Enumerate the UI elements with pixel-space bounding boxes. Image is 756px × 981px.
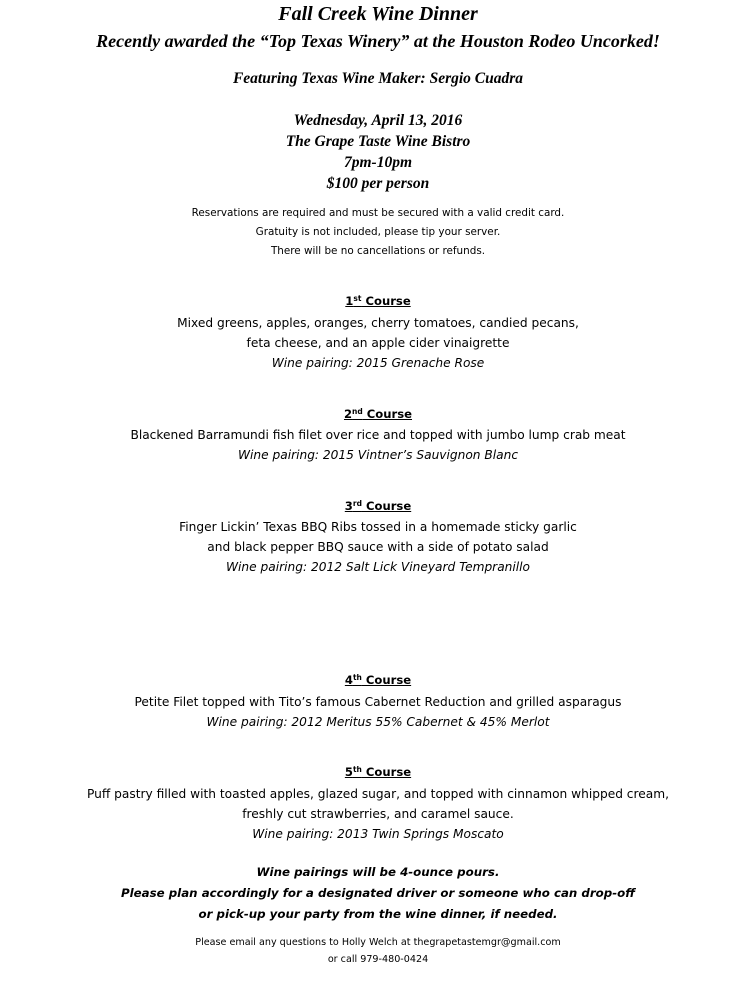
course-1-number: 1 — [345, 294, 354, 308]
contact-phone: or call 979-480-0424 — [327, 954, 429, 965]
course-5-label: Course — [361, 765, 412, 779]
course-3-description-line-1: Finger Lickin’ Texas BBQ Ribs tossed in a homemade sticky garlic — [179, 520, 577, 534]
event-venue: The Grape Taste Wine Bistro — [285, 133, 471, 150]
course-3-label: Course — [361, 499, 412, 513]
award-subtitle: Recently awarded the “Top Texas Winery” at the Houston Rodeo Uncorked! — [96, 31, 660, 51]
course-4-label: Course — [361, 673, 412, 687]
course-2-ordinal: nd — [352, 407, 363, 416]
note-pour-size: Wine pairings will be 4-ounce pours. — [256, 865, 500, 879]
course-1-description-line-2: feta cheese, and an apple cider vinaigrette — [246, 336, 510, 350]
policy-gratuity: Gratuity is not included, please tip your server. — [255, 226, 501, 238]
course-1-wine-pairing: Wine pairing: 2015 Grenache Rose — [271, 356, 485, 370]
event-date: Wednesday, April 13, 2016 — [293, 112, 463, 129]
course-1-description-line-1: Mixed greens, apples, oranges, cherry tomatoes, candied pecans, — [177, 316, 579, 330]
course-3-description-line-2: and black pepper BBQ sauce with a side of potato salad — [207, 540, 549, 554]
course-5-ordinal: th — [352, 765, 362, 774]
course-4-heading — [0, 670, 756, 690]
featuring-winemaker: Featuring Texas Wine Maker: Sergio Cuadra — [232, 70, 524, 87]
course-1-ordinal: st — [353, 294, 362, 303]
course-3-wine-pairing: Wine pairing: 2012 Salt Lick Vineyard Tempranillo — [225, 560, 530, 574]
course-3-ordinal: rd — [352, 499, 362, 508]
contact-email: Please email any questions to Holly Welch at thegrapetastemgr@gmail.com — [195, 937, 561, 948]
event-title: Fall Creek Wine Dinner — [278, 3, 478, 25]
event-price: $100 per person — [326, 175, 430, 192]
course-1-heading — [0, 291, 756, 311]
course-2-description-line-1: Blackened Barramundi fish filet over rice and topped with jumbo lump crab meat — [130, 428, 626, 442]
course-1-label: Course — [361, 294, 411, 308]
course-5-number: 5 — [344, 765, 353, 779]
note-designated-driver: Please plan accordingly for a designated driver or someone who can drop-off — [120, 886, 636, 900]
event-time: 7pm-10pm — [343, 154, 413, 171]
course-3-heading — [0, 496, 756, 516]
course-2-wine-pairing: Wine pairing: 2015 Vintner’s Sauvignon Blanc — [237, 448, 519, 462]
course-4-description-line-1: Petite Filet topped with Tito’s famous Cabernet Reduction and grilled asparagus — [134, 695, 622, 709]
course-5-heading — [0, 762, 756, 782]
note-pickup: or pick-up your party from the wine dinner, if needed. — [198, 907, 558, 921]
course-2-number: 2 — [343, 407, 353, 421]
course-4-number: 4 — [344, 673, 353, 687]
course-4-wine-pairing: Wine pairing: 2012 Meritus 55% Cabernet & 45% Merlot — [206, 715, 550, 729]
policy-refunds: There will be no cancellations or refunds. — [270, 245, 486, 257]
course-2-heading — [0, 404, 756, 424]
course-4-ordinal: th — [352, 673, 362, 682]
course-3-number: 3 — [344, 499, 353, 513]
policy-reservations: Reservations are required and must be secured with a valid credit card. — [191, 207, 565, 219]
course-5-wine-pairing: Wine pairing: 2013 Twin Springs Moscato — [252, 827, 504, 841]
course-5-description-line-2: freshly cut strawberries, and caramel sauce. — [242, 807, 514, 821]
course-5-description-line-1: Puff pastry filled with toasted apples, glazed sugar, and topped with cinnamon whipped cream, — [87, 787, 669, 801]
course-2-label: Course — [362, 407, 413, 421]
